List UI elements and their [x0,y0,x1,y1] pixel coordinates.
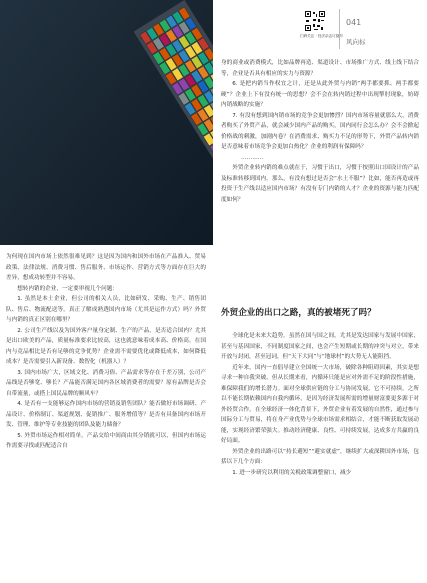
paragraph: 2. 公司生产线以及为国外客户量身定制、生产的产品，是否适合国内？尤其是出口欧美的产品，质量标准要求比较高，这也就意味着成本高、价格高。在国内与竞品相比是否有足够的竞争优势？企业需不需要优化或降低成本，如何降低成本？是否需要引入新设备、数智化（机器人）？ [6,327,206,365]
header-divider [339,9,340,49]
paragraph: 6. 是把内销当作权宜之计，还是从此外贸与内销“两手都要抓、两手都要硬”？企业上下有没有统一的思想？会不会在转内销过程中出现掣肘现象，妨碍内销战略的实施？ [221,81,419,108]
paragraph: 1. 进一步研究以利用的关税政策调整窗口，减少 [232,469,352,476]
article-left-column [6,252,206,452]
page-number: 041 [346,18,362,27]
page-header [300,8,420,52]
paragraph: 外贸企业转内销的难点就在于，习惯于出口，习惯于按照出口国设计的产品及标准转移到国内。那么，有没有想过是否会“水土不服”？比如，能否再造或再投资于生产线以适应国内市场？有没有专门内销的人才？企业的资源与能力匹配度如何？ [221,165,419,203]
paragraph: 全球化是未来大趋势。虽然在国与国之间，尤其是发达国家与发展中国家，甚至与基因国家，不同制度国家之间，也会产生短期或长期的冲突与对立，带来开放与封闭，甚至冠词，但“天下大同”与“地球村”的大势无人能阻挡。 [221,333,419,360]
qr-caption: 扫码关注 · 经济杂志订阅号 [300,34,343,38]
paragraph: 为何现在国内市场上依然很难见到？这是因为国内和国外市场在产品准入、贸易政策、法律法规、消费习惯、售后服务、市场运作、营销方式等方面存在巨大的差异，想成功转型并不容易。 [6,254,206,281]
container-ship-illustration [0,0,213,245]
paragraph: 想转内销的企业，一定要审视几个问题： [17,285,118,292]
paragraph: 5. 外贸市场运作相对简单，产品交给中间商由其分销就可以，但国内市场运作需要寻找或匹配适合自 [6,432,206,449]
article-right-column-top [221,58,419,205]
paragraph: 身的商业或消费模式，比如品牌再造、渠道设计、市场推广方式、线上线下结合等，企业是否具有相应的实力与资源？ [221,60,419,77]
cargo-ship-photo [0,0,213,245]
article-right-column-bottom [221,331,419,478]
paragraph: 7. 有没有想到国内销市场的竞争会更加惨烈？国内市场容量就那么大，消费者购买了外贸产品，就会减少国内产品的购买，国内同行会怎么办？会不会掀起价格战的刺激，加剧内卷？在消费需求、购买力不足的形势下，外贸产品转内销是否意味着市场竞争会更加白热化？企业的利润有保障吗？ [221,112,419,150]
paragraph: 近年来，国内一直倡导建立全国统一大市场，破除各种阻碍因素，其实是想寻求一种自我突破。但从长期来看，内循环只能是应对外需不足的阶段性措施，难保障我们的增长潜力。面对全球供应链的分工与协同发展，它不可持续。之所以不能长期依赖国内自我内循环，是因为经济发展所需的增量财富要更多源于对外经贸合作。在全球经济一体化背景下，外贸企业有着发展的自然性，通过参与国际分工与贸易，将在身产业优势与全球市场需求相结合，才能不断获取发展动能，实现经济繁荣强大。推动经济健康、良性、可持续发展，达成多方共赢的良好局面。 [221,364,419,444]
paragraph: 1. 虽然是本土企业，但公司的相关人员，比如研发、采购、生产、销售团队、售后、物流配送等，真正了解成熟透国内市场（尤其是运作方式）吗？外贸与内销的真正区别在哪里？ [6,296,206,323]
paragraph: 3. 国内市场广大，区域文化、消费习俗、产品需求等存在千差万别，公司产品线是否够宽、够长？产品能否满足国内各区域消费者的需要？原有品牌是否会自带流量，或搭上国民品牌的顺风车？ [6,369,206,397]
paragraph: 外贸企业的出路可以“持长避短”“避实就虚”，继续扩大或深耕国外市场，包括以下几个方面： [221,448,419,465]
section-heading: 外贸企业的出口之路，真的被堵死了吗？ [221,308,376,318]
qr-code-icon[interactable] [304,10,326,32]
section-separator: ………… [241,154,264,161]
column-name: 风向标 [346,38,366,46]
paragraph: 4. 是否有一支能够运作国内市场的营销及销售团队？能否做好市场调研、产品设计、价格制订、渠道规划、促销推广、服务增值等？是否有具备国内市场开发、管理、维护等专业技能的团队及能力储备？ [6,401,206,428]
